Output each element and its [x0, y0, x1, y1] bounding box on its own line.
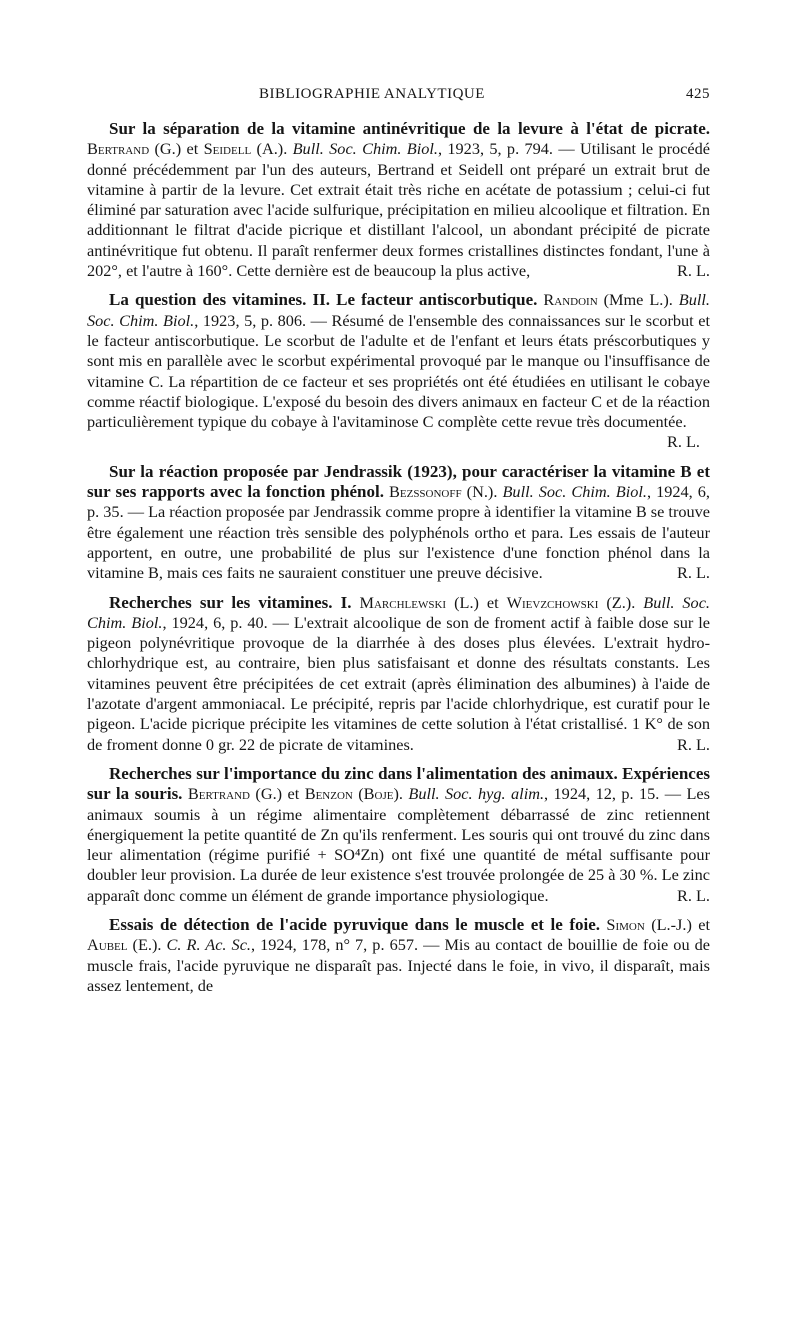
bibliography-entry	[87, 764, 710, 906]
journal-name: Bull. Soc. Chim. Biol.	[502, 482, 647, 502]
entry-title: Sur la réaction proposée par Jendrassik (1923), pour caractériser la vitamine B et sur ses rapports avec la fonction phénol.	[87, 461, 710, 502]
author-name: Bertrand	[87, 139, 150, 159]
reviewer-signature: R. L.	[666, 432, 700, 452]
citation: , 1923, 5, p. 806. —	[194, 310, 332, 330]
author-initials: (A.).	[251, 139, 293, 159]
citation: , 1923, 5, p. 794. —	[437, 139, 580, 159]
author-name: Bezssonoff	[389, 482, 462, 502]
author-initials: (L.) et	[446, 592, 507, 612]
bibliography-entry	[87, 593, 710, 755]
author-initials: (L.-J.) et	[644, 914, 711, 934]
author-name: Randoin	[543, 290, 598, 310]
bibliography-entry	[87, 462, 710, 584]
author-name: Seidell	[203, 139, 252, 159]
reviewer-signature: R. L.	[676, 885, 710, 905]
citation: , 1924, 178, n° 7, p. 657. —	[251, 935, 445, 955]
author-initials: (N.).	[461, 482, 503, 502]
author-name: Benzon (Boje)	[304, 784, 399, 804]
bibliography-entry	[87, 915, 710, 996]
running-header	[87, 86, 710, 108]
author-name: Wievzchowski	[506, 592, 599, 612]
journal-name: Bull. Soc. Chim. Biol.	[87, 290, 710, 330]
abstract: L'extrait alcoolique de son de froment actif à faible dose sur le pigeon polynévritique provoque de la diarrhée à des doses plus élevées. L'extrait hydro-chlorhydrique est, au contraire, bien plus satisfaisant et donne des résultats constants. Les vitamines peuvent être précipitées de cet extrait (après élimination des albumines) à l'aide de l'azotate d'argent ammoniacal. Le précipité, repris par l'acide chlorhydrique, est curatif pour le pigeon. L'acide picrique précipite les vitamines de cette solution à l'état cristallisé. 1 K° de son de froment donne 0 gr. 22 de picrate de vitamines.	[87, 612, 710, 754]
author-initials: (Z.).	[598, 592, 644, 612]
citation: , 1924, 6, p. 40. —	[162, 612, 294, 632]
abstract: Les animaux soumis à un régime alimentaire complètement débarrassé de zinc retiennent énergiquement la petite quantité de Zn qu'ils renferment. Les souris qui ont trouvé du zinc dans leur alimentation (régime purifié + SO⁴Zn) ont fixé une quantité de métal suffisante pour doubler leur provision. La durée de leur existence s'est trouvée prolongée de 25 à 30 %. Le zinc apparaît donc comme un élément de grande importance physiologique.	[87, 784, 710, 905]
abstract: Résumé de l'ensemble des connaissances sur le scorbut et le facteur antiscorbutique. Le scorbut de l'adulte et de l'enfant et leurs états préscorbutiques y sont mis en parallèle avec le scorbut expérimental provoqué par le manque ou l'insuffisance de vitamine C. La répartition de ce facteur et ses propriétés ont été étudiées en utilisant le cobaye comme réactif biologique. L'exposé du besoin des divers animaux en facteur C et de la réaction particulièrement typique du cobaye à l'avitaminose C complète cette revue très documentée.	[87, 310, 710, 432]
bibliography-entry	[87, 290, 710, 452]
author-initials: (Mme L.).	[597, 290, 679, 310]
page-number: 425	[686, 86, 710, 102]
bibliography-entry	[87, 119, 710, 281]
reviewer-signature: R. L.	[676, 734, 710, 754]
journal-name: Bull. Soc. Chim. Biol.	[292, 139, 438, 159]
author-initials: (E.).	[127, 935, 167, 955]
author-initials: (G.) et	[149, 139, 204, 159]
entry-title: Sur la séparation de la vitamine antinévritique de la levure à l'état de picrate.	[109, 119, 710, 138]
author-name: Simon	[606, 914, 645, 934]
abstract: Utilisant le procédé donné précédemment par l'un des auteurs, Bertrand et Seidell ont préparé un extrait brut de vitamine à partir de la levure. Cet extrait était très riche en acétate de potassium ; celui-ci fut éliminé par saturation avec l'acide sulfurique, précipitation en milieu alcoolique et filtration. En additionnant le filtrat d'acide picrique et distillant l'alcool, un abondant précipité de picrate antinévritique fut obtenu. Il paraît renfermer deux formes cristallines distinctes fondant, l'une à 202°, et l'autre à 160°. Cette dernière est de beaucoup la plus active,	[87, 139, 710, 281]
author-initials: (G.) et	[250, 784, 305, 804]
citation: , 1924, 6, p. 35. —	[87, 482, 711, 522]
author-name: Bertrand	[187, 784, 251, 804]
author-name: Aubel	[87, 935, 128, 955]
reviewer-signature: R. L.	[676, 563, 710, 583]
author-initials: .	[398, 784, 409, 804]
entry-title: La question des vitamines. II. Le facteur antiscorbutique.	[109, 290, 538, 310]
page-body	[87, 119, 710, 1005]
journal-name: C. R. Ac. Sc.	[166, 935, 251, 955]
journal-name: Bull. Soc. Chim. Biol.	[87, 592, 710, 632]
entry-title: Essais de détection de l'acide pyruvique dans le muscle et le foie.	[109, 914, 601, 934]
entry-title: Recherches sur les vitamines. I.	[109, 592, 352, 612]
abstract: Mis au contact de bouillie de foie ou de muscle frais, l'acide pyruvique ne disparaît pas. Injecté dans le foie, in vivo, il disparaît, mais assez lentement, de	[87, 935, 710, 995]
citation: , 1924, 12, p. 15. —	[544, 784, 687, 804]
reviewer-signature: R. L.	[676, 261, 710, 281]
entry-title: Recherches sur l'importance du zinc dans l'alimentation des animaux. Expériences sur la souris.	[87, 763, 710, 804]
running-title: BIBLIOGRAPHIE ANALYTIQUE	[259, 86, 485, 102]
journal-name: Bull. Soc. hyg. alim.	[408, 784, 545, 804]
author-name: Marchlewski	[359, 592, 447, 612]
abstract: La réaction proposée par Jendrassik comme propre à identifier la vitamine B se trouve être également une réaction très sensible des polyphénols ortho et para. Les essais de l'auteur apportent, en outre, une probabilité de plus sur l'existence d'une fonction phénol dans la vitamine B, mais ces faits ne sauraient constituer une preuve décisive.	[87, 502, 711, 583]
